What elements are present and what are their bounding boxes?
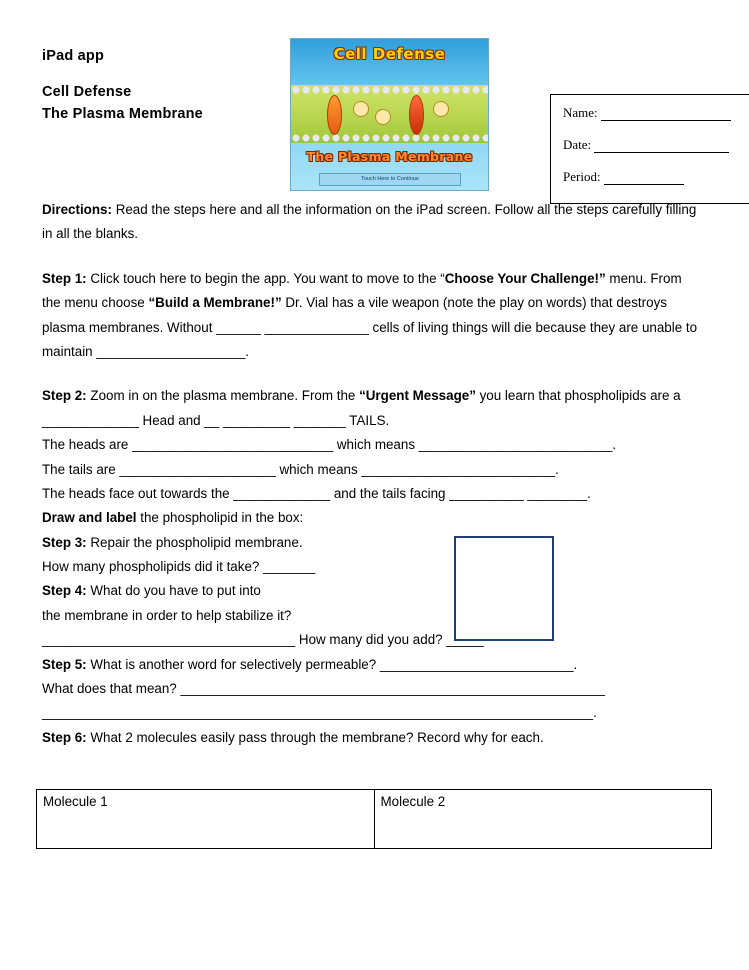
period-label: Period: bbox=[563, 169, 601, 184]
step-2-text-a: Zoom in on the plasma membrane. From the bbox=[90, 388, 360, 404]
step-4-line-3: __________________________________ How many did you add? _____ bbox=[42, 632, 484, 648]
thumbnail-game-title: Cell Defense bbox=[333, 45, 446, 63]
step-6-text: What 2 molecules easily pass through the membrane? Record why for each. bbox=[90, 729, 544, 745]
molecule-icon bbox=[353, 101, 369, 117]
directions-label: Directions: bbox=[42, 202, 112, 217]
directions-paragraph bbox=[42, 198, 702, 247]
name-row bbox=[563, 105, 741, 121]
step-4-text: What do you have to put into bbox=[90, 583, 261, 599]
directions-text: Read the steps here and all the information on the iPad screen. Follow all the steps carefully filling in all the blanks. bbox=[42, 202, 697, 242]
step-2-line-heads: The heads are ___________________________ which means __________________________. bbox=[42, 437, 617, 453]
period-field[interactable] bbox=[604, 171, 684, 185]
step-1-paragraph bbox=[42, 267, 702, 365]
step-1-label: Step 1: bbox=[42, 270, 87, 286]
molecule-icon bbox=[433, 101, 449, 117]
step-1-text-a: Click touch here to begin the app. You want to move to the “ bbox=[90, 270, 445, 286]
title-line-ipad-app: iPad app bbox=[42, 48, 105, 64]
step-4-label: Step 4: bbox=[42, 583, 87, 599]
title-line-cell-defense: Cell Defense bbox=[42, 83, 132, 100]
step-4-paragraph bbox=[42, 579, 442, 603]
step-5-line-2: What does that mean? _________________________________________________________ bbox=[42, 681, 605, 697]
date-field[interactable] bbox=[594, 139, 729, 153]
step-6-paragraph bbox=[42, 726, 702, 750]
spacer bbox=[42, 247, 702, 267]
lipid-capsule-icon bbox=[327, 95, 342, 135]
phospholipid-heads-top-icon bbox=[291, 86, 488, 95]
step-5-label: Step 5: bbox=[42, 656, 87, 672]
molecule-1-cell[interactable]: Molecule 1 bbox=[37, 790, 375, 849]
app-screenshot-thumbnail bbox=[290, 38, 489, 191]
period-row bbox=[563, 169, 741, 185]
molecule-icon bbox=[375, 109, 391, 125]
step-1-bold-build-a-membrane: “Build a Membrane!” bbox=[148, 295, 282, 311]
molecule-2-cell[interactable]: Molecule 2 bbox=[374, 790, 712, 849]
step-1-bold-choose-your-challenge: Choose Your Challenge!” bbox=[444, 270, 606, 286]
step-2-paragraph bbox=[42, 384, 702, 433]
title-block bbox=[42, 46, 282, 125]
date-label: Date: bbox=[563, 137, 592, 152]
step-5-line-3: __________________________________________________________________________. bbox=[42, 705, 597, 721]
table-row bbox=[37, 790, 712, 849]
step-2-text-b: you learn that phospholipids are a _____________ Head and __ _________ _______ TAILS. bbox=[42, 388, 681, 428]
molecule-table bbox=[36, 789, 712, 849]
step-3-label: Step 3: bbox=[42, 534, 87, 550]
step-5-paragraph bbox=[42, 653, 702, 677]
name-field[interactable] bbox=[601, 107, 731, 121]
name-label: Name: bbox=[563, 105, 598, 120]
step-6-label: Step 6: bbox=[42, 729, 87, 745]
touch-here-to-continue-button[interactable]: Touch Here to Continue bbox=[319, 173, 461, 186]
steps-3-4-left-column bbox=[42, 531, 442, 629]
step-2-bold-urgent-message: “Urgent Message” bbox=[359, 388, 476, 404]
step-5-text: What is another word for selectively permeable? __________________________. bbox=[90, 656, 578, 672]
date-row bbox=[563, 137, 741, 153]
thumbnail-game-subtitle: The Plasma Membrane bbox=[306, 149, 473, 164]
steps-3-4-region bbox=[42, 531, 702, 629]
title-line-plasma-membrane: The Plasma Membrane bbox=[42, 105, 203, 122]
step-4-line-2: the membrane in order to help stabilize it? bbox=[42, 607, 292, 623]
document-header bbox=[42, 38, 712, 198]
spacer bbox=[42, 364, 702, 384]
step-3-text: Repair the phospholipid membrane. bbox=[90, 534, 303, 550]
student-info-box bbox=[550, 94, 749, 204]
draw-and-label-rest: the phospholipid in the box: bbox=[136, 510, 304, 526]
title-spacer bbox=[42, 68, 282, 82]
phospholipid-drawing-box[interactable] bbox=[454, 536, 554, 641]
step-2-label: Step 2: bbox=[42, 388, 87, 404]
lipid-capsule-icon bbox=[409, 95, 424, 135]
step-1-text-b: menu. From the menu choose bbox=[42, 270, 682, 311]
document-body bbox=[42, 198, 702, 750]
step-3-question: How many phospholipids did it take? _______ bbox=[42, 559, 316, 575]
step-1-text-c: Dr. Vial has a vile weapon (note the play on words) that destroys plasma membranes. Without ______ ______________ cells of living things will die because they are unable to maintain ____________________. bbox=[42, 295, 698, 359]
step-2-line-tails: The tails are _____________________ which means __________________________. bbox=[42, 461, 559, 477]
draw-and-label-bold: Draw and label bbox=[42, 510, 137, 526]
phospholipid-heads-bottom-icon bbox=[291, 134, 488, 143]
step-2-line-orientation: The heads face out towards the _____________ and the tails facing __________ ________. bbox=[42, 485, 591, 501]
draw-and-label-instruction bbox=[42, 506, 702, 530]
step-3-paragraph bbox=[42, 531, 442, 555]
